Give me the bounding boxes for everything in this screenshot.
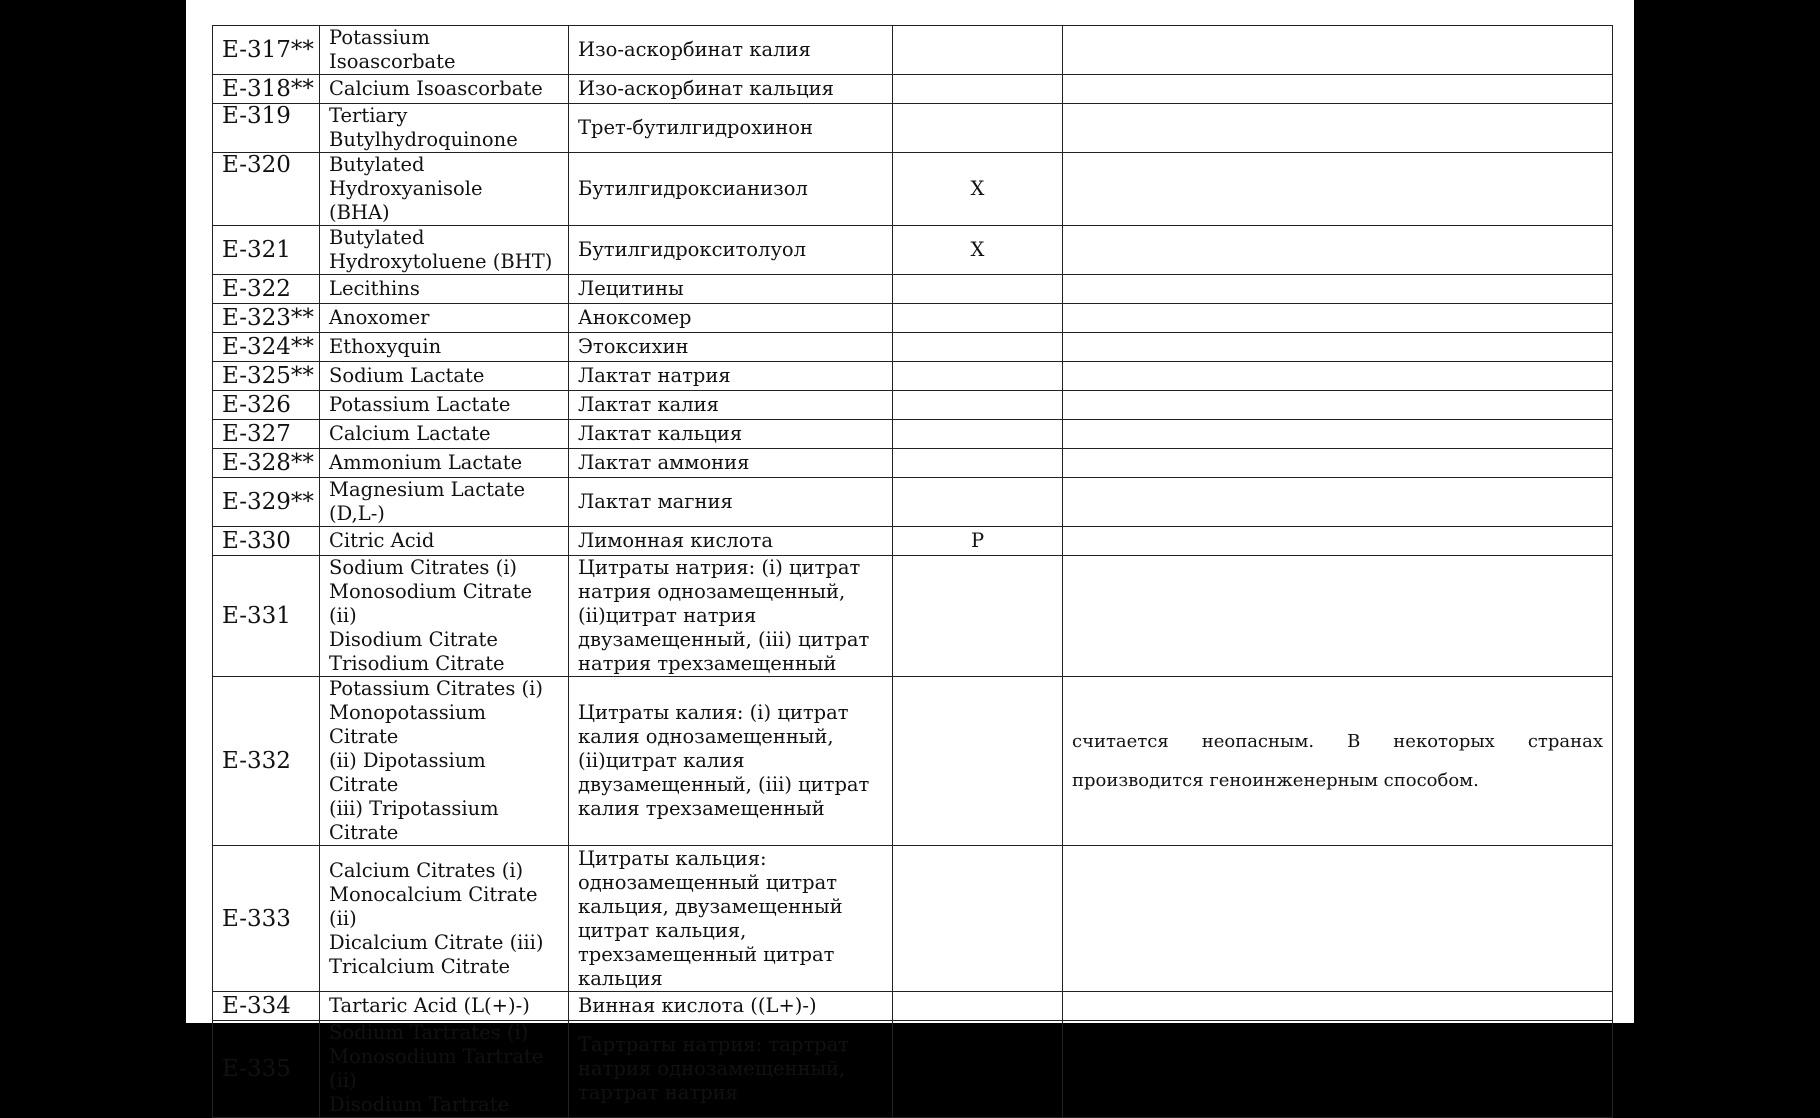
note-cell xyxy=(1063,26,1613,75)
russian-name-cell: Изо-аскорбинат кальция xyxy=(569,75,893,104)
english-name-cell: Potassium Lactate xyxy=(320,391,569,420)
ecode-cell: E-327 xyxy=(213,420,320,449)
table-row xyxy=(213,275,1613,304)
russian-name-cell: Изо-аскорбинат калия xyxy=(569,26,893,75)
note-cell xyxy=(1063,992,1613,1021)
english-name-cell: Citric Acid xyxy=(320,527,569,556)
note-line: производится геноинженерным способом. xyxy=(1072,770,1479,791)
table-row xyxy=(213,362,1613,391)
russian-name-cell: Лактат магния xyxy=(569,478,893,527)
note-cell xyxy=(1063,478,1613,527)
english-name-cell: Sodium Lactate xyxy=(320,362,569,391)
table-row xyxy=(213,478,1613,527)
mark-cell xyxy=(893,677,1063,846)
english-name-cell: Lecithins xyxy=(320,275,569,304)
note-cell xyxy=(1063,420,1613,449)
ecode-cell: E-335 xyxy=(213,1021,320,1118)
english-name-cell: Butylated Hydroxytoluene (BHT) xyxy=(320,226,569,275)
english-name-cell: Butylated Hydroxyanisole (BHA) xyxy=(320,153,569,226)
table-row xyxy=(213,304,1613,333)
note-cell xyxy=(1063,527,1613,556)
note-cell xyxy=(1063,362,1613,391)
english-name-cell: Ammonium Lactate xyxy=(320,449,569,478)
ecode-cell: E-317** xyxy=(213,26,320,75)
table-row xyxy=(213,992,1613,1021)
note-cell xyxy=(1063,1021,1613,1118)
mark-cell xyxy=(893,75,1063,104)
ecode-cell: E-333 xyxy=(213,846,320,992)
table-row xyxy=(213,1021,1613,1118)
russian-name-cell: Бутилгидроксианизол xyxy=(569,153,893,226)
note-text xyxy=(1072,722,1603,800)
ecode-cell: E-328** xyxy=(213,449,320,478)
mark-cell xyxy=(893,304,1063,333)
mark-cell xyxy=(893,391,1063,420)
mark-cell xyxy=(893,333,1063,362)
ecode-cell: E-329** xyxy=(213,478,320,527)
note-cell xyxy=(1063,556,1613,677)
ecode-cell: E-334 xyxy=(213,992,320,1021)
note-cell xyxy=(1063,275,1613,304)
russian-name-cell: Тартраты натрия: тартрат натрия однозамещенный, тартрат натрия xyxy=(569,1021,893,1118)
english-name-cell: Magnesium Lactate (D,L-) xyxy=(320,478,569,527)
table-row xyxy=(213,333,1613,362)
russian-name-cell: Трет-бутилгидрохинон xyxy=(569,104,893,153)
table-row xyxy=(213,449,1613,478)
mark-cell: P xyxy=(893,527,1063,556)
note-cell xyxy=(1063,153,1613,226)
note-cell xyxy=(1063,677,1613,846)
russian-name-cell: Лактат аммония xyxy=(569,449,893,478)
mark-cell xyxy=(893,846,1063,992)
russian-name-cell: Бутилгидрокситолуол xyxy=(569,226,893,275)
ecode-cell: E-324** xyxy=(213,333,320,362)
russian-name-cell: Лецитины xyxy=(569,275,893,304)
note-cell xyxy=(1063,104,1613,153)
table-row xyxy=(213,556,1613,677)
russian-name-cell: Лактат кальция xyxy=(569,420,893,449)
table-row xyxy=(213,226,1613,275)
english-name-cell: Sodium Tartrates (i) Monosodium Tartrate (ii) Disodium Tartrate xyxy=(320,1021,569,1118)
english-name-cell: Potassium Citrates (i) Monopotassium Citrate (ii) Dipotassium Citrate (iii) Tripotassium Citrate xyxy=(320,677,569,846)
mark-cell xyxy=(893,362,1063,391)
note-cell xyxy=(1063,846,1613,992)
russian-name-cell: Цитраты кальция: однозамещенный цитрат кальция, двузамещенный цитрат кальция, трехзамещенный цитрат кальция xyxy=(569,846,893,992)
mark-cell xyxy=(893,478,1063,527)
note-cell xyxy=(1063,449,1613,478)
mark-cell: X xyxy=(893,153,1063,226)
mark-cell xyxy=(893,275,1063,304)
ecode-cell: E-321 xyxy=(213,226,320,275)
note-cell xyxy=(1063,75,1613,104)
mark-cell xyxy=(893,1021,1063,1118)
english-name-cell: Tartaric Acid (L(+)-) xyxy=(320,992,569,1021)
english-name-cell: Calcium Lactate xyxy=(320,420,569,449)
russian-name-cell: Этоксихин xyxy=(569,333,893,362)
ecode-cell: E-332 xyxy=(213,677,320,846)
table-row xyxy=(213,104,1613,153)
note-line: считается неопасным. В некоторых странах xyxy=(1072,731,1603,752)
note-cell xyxy=(1063,304,1613,333)
table-row xyxy=(213,677,1613,846)
mark-cell xyxy=(893,420,1063,449)
english-name-cell: Tertiary Butylhydroquinone xyxy=(320,104,569,153)
table-row xyxy=(213,26,1613,75)
russian-name-cell: Лактат калия xyxy=(569,391,893,420)
english-name-cell: Anoxomer xyxy=(320,304,569,333)
ecode-cell: E-322 xyxy=(213,275,320,304)
additives-table xyxy=(212,25,1613,1118)
table-row xyxy=(213,153,1613,226)
ecode-cell: E-323** xyxy=(213,304,320,333)
english-name-cell: Potassium Isoascorbate xyxy=(320,26,569,75)
ecode-cell: E-320 xyxy=(213,153,320,226)
russian-name-cell: Лимонная кислота xyxy=(569,527,893,556)
table-row xyxy=(213,527,1613,556)
ecode-cell: E-326 xyxy=(213,391,320,420)
mark-cell xyxy=(893,556,1063,677)
english-name-cell: Ethoxyquin xyxy=(320,333,569,362)
table-row xyxy=(213,420,1613,449)
ecode-cell: E-331 xyxy=(213,556,320,677)
mark-cell xyxy=(893,992,1063,1021)
note-cell xyxy=(1063,226,1613,275)
english-name-cell: Calcium Citrates (i) Monocalcium Citrate (ii) Dicalcium Citrate (iii) Tricalcium Citrate xyxy=(320,846,569,992)
ecode-cell: E-330 xyxy=(213,527,320,556)
english-name-cell: Sodium Citrates (i) Monosodium Citrate (ii) Disodium Citrate Trisodium Citrate xyxy=(320,556,569,677)
ecode-cell: E-319 xyxy=(213,104,320,153)
russian-name-cell: Цитраты калия: (i) цитрат калия однозамещенный, (ii)цитрат калия двузамещенный, (iii) цитрат калия трехзамещенный xyxy=(569,677,893,846)
mark-cell xyxy=(893,104,1063,153)
english-name-cell: Calcium Isoascorbate xyxy=(320,75,569,104)
ecode-cell: E-318** xyxy=(213,75,320,104)
russian-name-cell: Аноксомер xyxy=(569,304,893,333)
table-row xyxy=(213,846,1613,992)
mark-cell: X xyxy=(893,226,1063,275)
russian-name-cell: Винная кислота ((L+)-) xyxy=(569,992,893,1021)
mark-cell xyxy=(893,449,1063,478)
table-row xyxy=(213,391,1613,420)
russian-name-cell: Цитраты натрия: (i) цитрат натрия однозамещенный, (ii)цитрат натрия двузамещенный, (iii) цитрат натрия трехзамещенный xyxy=(569,556,893,677)
table-row xyxy=(213,75,1613,104)
note-cell xyxy=(1063,391,1613,420)
note-cell xyxy=(1063,333,1613,362)
russian-name-cell: Лактат натрия xyxy=(569,362,893,391)
document-page xyxy=(186,0,1634,1116)
ecode-cell: E-325** xyxy=(213,362,320,391)
mark-cell xyxy=(893,26,1063,75)
